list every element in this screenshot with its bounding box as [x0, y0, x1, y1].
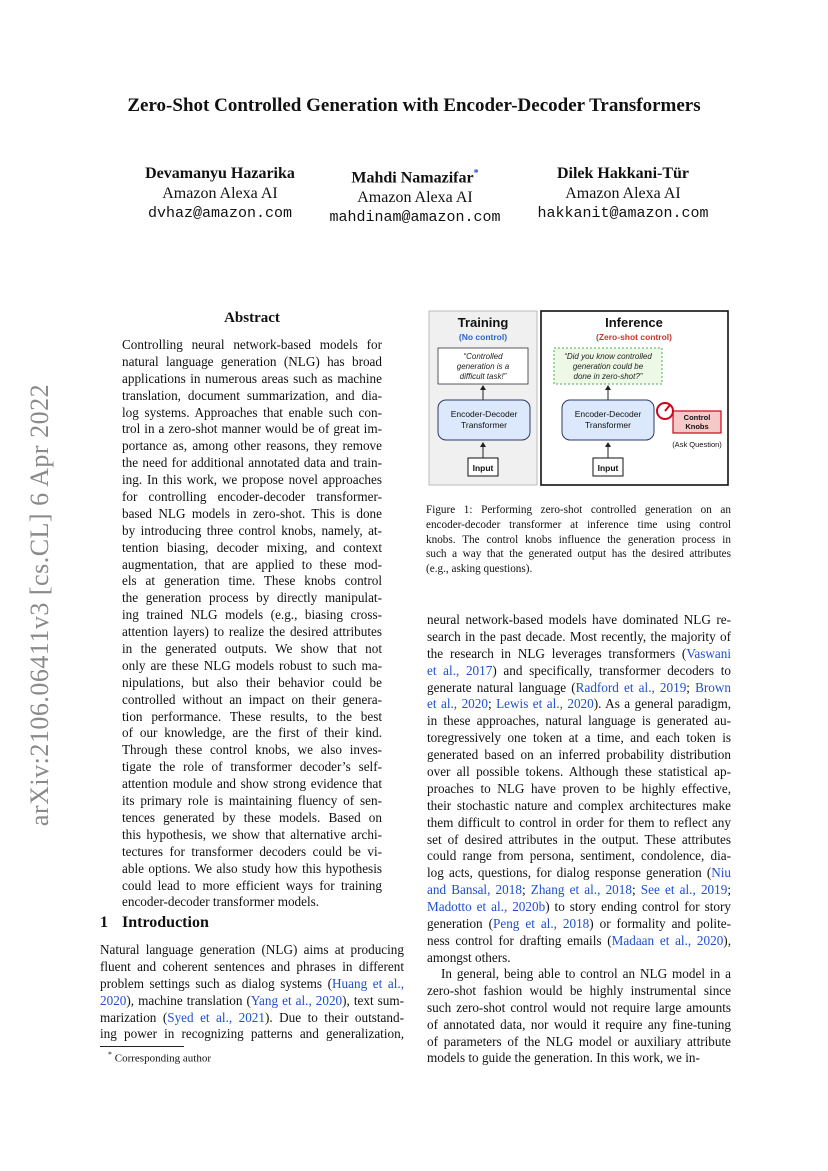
abstract-line: this hypothesis, we show that alternative archi-: [122, 826, 382, 842]
footnote-rule: [100, 1046, 184, 1047]
author-name: Dilek Hakkani-Tür: [556, 165, 690, 182]
abstract-line: for controlling encoder-decoder transformer-: [122, 489, 382, 505]
abstract-line: Through these control knobs, we also inves-: [122, 742, 382, 758]
citation-link[interactable]: et al., 2017: [427, 662, 493, 678]
text-segment: marization (: [100, 1009, 168, 1025]
abstract-heading: Abstract: [224, 310, 280, 326]
text-line: [100, 959, 404, 976]
footnote-text: Corresponding author: [114, 1052, 211, 1065]
text-segment: ;: [727, 882, 731, 898]
abstract-body: [122, 337, 382, 911]
text-segment: problem settings such as dialog systems (: [100, 975, 333, 991]
text-line: [427, 612, 731, 629]
text-segment: toregressively one token at a time, and each token is: [427, 730, 731, 746]
citation-link[interactable]: Madotto et al., 2020b: [427, 899, 546, 915]
abstract-line: in the generated outputs. We show that not: [122, 641, 382, 657]
text-segment: could range from persona, sentiment, condolence, dia-: [427, 848, 731, 864]
section-title: Introduction: [122, 914, 209, 931]
text-segment: proaches to NLG have proven to be highly effective,: [427, 780, 731, 796]
citation-link[interactable]: Syed et al., 2021: [167, 1009, 265, 1025]
abstract-line: ing trained NLG models (e.g., biasing cross-: [122, 607, 382, 623]
text-segment: ), machine translation (: [126, 992, 251, 1008]
abstract-line: applications in numerous areas such as machine: [122, 370, 382, 386]
citation-link[interactable]: Peng et al., 2018: [493, 916, 590, 932]
text-segment: ). As a general paradigm,: [593, 696, 732, 712]
text-segment: search in the past decade. Most recently, the majority of: [427, 628, 731, 644]
author-1: [110, 164, 330, 224]
author-affiliation: Amazon Alexa AI: [162, 185, 278, 202]
text-segment: ) to story ending control for story: [545, 899, 731, 915]
abstract-line: of our knowledge, are the first of their kind.: [122, 725, 382, 741]
citation-link[interactable]: Huang et al.,: [332, 975, 404, 991]
caption-line: knobs. The control knobs influence the generation process in: [426, 533, 731, 546]
arxiv-identifier-text: arXiv:2106.06411v3 [cs.CL] 6 Apr 2022: [25, 383, 54, 827]
model-label-line: Encoder-Decoder: [574, 409, 642, 419]
paragraph-line: such zero-shot control would not require large amounts: [427, 999, 731, 1015]
intro-left-column: [100, 942, 404, 1043]
text-line: [427, 764, 731, 781]
abstract-line: tectures for transformer decoders could be vi-: [122, 843, 382, 859]
text-line: [427, 882, 731, 899]
text-line: [427, 629, 731, 646]
author-email: dvhaz@amazon.com: [147, 205, 293, 222]
author-2: [310, 164, 520, 228]
text-line: [427, 713, 731, 730]
text-segment: ;: [487, 696, 497, 712]
figure-1-caption: [426, 503, 731, 577]
author-email: mahdinam@amazon.com: [329, 209, 501, 227]
abstract-line: els at generation time. These knobs control: [122, 573, 382, 589]
text-segment: fluent and coherent sentences and phrases in different: [100, 958, 404, 974]
text-segment: amongst others.: [427, 949, 511, 965]
paragraph-line: of parameters of the NLG model or auxiliary attribute: [427, 1033, 731, 1049]
citation-link[interactable]: See et al., 2019: [640, 882, 728, 898]
text-segment: neural network-based models have dominated NLG re-: [427, 612, 731, 627]
text-segment: the research in NLG leverages transformers (: [427, 645, 687, 661]
citation-link[interactable]: Madaan et al., 2020: [611, 932, 724, 948]
citation-link[interactable]: Niu: [711, 865, 731, 881]
abstract-line: the generation process by directly manipulat-: [122, 590, 382, 606]
text-segment: Natural language generation (NLG) aims at producing: [100, 942, 404, 957]
abstract-line: tences generated by these models. Based on: [122, 809, 382, 825]
model-label-line: Transformer: [461, 420, 507, 430]
inference-title: Inference: [605, 315, 663, 330]
text-segment: them difficult to control in order for them to reflect any: [427, 814, 731, 830]
citation-link[interactable]: Radford et al., 2019: [575, 679, 687, 695]
text-segment: ), text sum-: [342, 992, 405, 1008]
abstract-line: encoder-decoder transformer models.: [122, 894, 320, 910]
text-line: [427, 798, 731, 815]
citation-link[interactable]: Yang et al., 2020: [250, 992, 343, 1008]
abstract-line: natural language generation (NLG) has broad: [122, 353, 382, 369]
text-segment: generate natural language (: [427, 679, 576, 695]
abstract-line: attention layers) to realize the desired attributes: [122, 624, 382, 640]
right-column-para2: [427, 966, 731, 1067]
training-quote-line: difficult task!”: [459, 372, 507, 381]
inference-quote-line: generation could be: [572, 362, 644, 371]
footnote: [108, 1050, 211, 1065]
text-segment: ness control for drafting emails (: [427, 932, 612, 948]
author-footnote-mark[interactable]: *: [473, 168, 479, 179]
text-line: [427, 865, 731, 882]
text-line: [100, 993, 404, 1010]
paragraph-line: models to guide the generation. In this work, we in-: [427, 1050, 700, 1066]
text-line: [427, 747, 731, 764]
caption-line: Figure 1: Performing zero-shot controlled generation on an: [426, 504, 731, 516]
paragraph-line: zero-shot fashion would be highly instrumental since: [427, 982, 731, 998]
text-line: [427, 680, 731, 697]
footnote-mark: *: [108, 1050, 112, 1059]
abstract-line: nipulations, but also their behavior could be: [122, 674, 382, 690]
abstract-line: translation, document summarization, and dia-: [122, 387, 382, 403]
citation-link[interactable]: and Bansal, 2018: [427, 882, 522, 898]
author-email: hakkanit@amazon.com: [537, 205, 709, 222]
abstract-line: tention biasing, decoder mixing, and context: [122, 539, 382, 555]
paper-title: Zero-Shot Controlled Generation with Encoder-Decoder Transformers: [127, 95, 701, 116]
inference-subtitle: (Zero-shot control): [595, 332, 673, 342]
abstract-line: portance as, among other reasons, they remove: [122, 438, 382, 454]
text-line: [427, 781, 731, 798]
author-affiliation: Amazon Alexa AI: [565, 185, 681, 202]
citation-link[interactable]: 2020: [100, 992, 127, 1008]
arxiv-identifier: [18, 370, 62, 840]
training-quote-line: generation is a: [456, 362, 510, 371]
abstract-line: could lead to more efficient ways for training: [122, 877, 382, 893]
abstract-line: able options. We also study how this hypothesis: [122, 860, 382, 876]
abstract-line: trol in a zero-shot manner would be of great im-: [122, 421, 382, 437]
text-line: [427, 663, 731, 680]
section-number: 1: [100, 914, 108, 931]
text-segment: set of desired attributes in the output. These attributes: [427, 831, 731, 847]
text-line: [427, 899, 731, 916]
caption-line: such a way that the generated output has the desired attributes: [426, 548, 731, 561]
text-line: [427, 916, 731, 933]
model-label-line: Encoder-Decoder: [450, 409, 518, 419]
knobs-label-line: Control: [683, 413, 711, 422]
text-segment: log acts, questions, for dialog response generation (: [427, 865, 712, 881]
text-line: [427, 848, 731, 865]
citation-link[interactable]: et al., 2020: [427, 696, 488, 712]
citation-link[interactable]: Lewis et al., 2020: [496, 696, 594, 712]
abstract-line: by introducing three control knobs, namely, at-: [122, 522, 382, 538]
text-segment: in these approaches, natural language is generated au-: [427, 713, 731, 729]
caption-line: encoder-decoder transformer at inference time using control: [426, 518, 731, 531]
text-line: [427, 933, 731, 950]
abstract-line: the need for additional annotated data and train-: [122, 455, 382, 471]
model-label-line: Transformer: [585, 420, 631, 430]
citation-link[interactable]: Vaswani: [686, 645, 731, 661]
citation-link[interactable]: Brown: [695, 679, 732, 695]
training-subtitle: (No control): [458, 332, 508, 342]
abstract-line: augmentation, that are applied to these mod-: [122, 556, 382, 572]
abstract-line: tigate the role of transformer decoder’s self-: [122, 759, 382, 775]
text-segment: ;: [686, 679, 696, 695]
author-affiliation: Amazon Alexa AI: [357, 189, 473, 207]
text-line: [427, 730, 731, 747]
input-label: Input: [472, 463, 494, 473]
training-quote-line: “Controlled: [463, 352, 503, 361]
abstract-line: tion performance. These results, to the best: [122, 708, 382, 724]
text-line: [100, 1026, 404, 1043]
text-segment: ) or formality and polite-: [589, 916, 732, 932]
abstract-line: log systems. Approaches that enable such con-: [122, 404, 382, 420]
text-segment: ;: [521, 882, 531, 898]
text-line: [427, 646, 731, 663]
inference-quote-line: “Did you know controlled: [564, 352, 652, 361]
right-column-body: [427, 612, 731, 967]
citation-link[interactable]: Zhang et al., 2018: [530, 882, 632, 898]
text-line: [427, 832, 731, 849]
abstract-line: controlled without an impact on their genera-: [122, 691, 382, 707]
text-line: [100, 942, 404, 959]
caption-line: (e.g., asking questions).: [426, 563, 533, 576]
text-segment: over all possible tokens. Although these statistical ap-: [427, 764, 731, 780]
training-title: Training: [457, 315, 509, 330]
paragraph-line: In general, being able to control an NLG model in a: [441, 966, 731, 981]
text-segment: ) and specifically, transformer decoders to: [492, 662, 731, 678]
text-segment: ;: [631, 882, 641, 898]
abstract-line: only are these NLG models robust to such ma-: [122, 657, 382, 673]
text-line: [427, 815, 731, 832]
ask-question-label: (Ask Question): [672, 440, 722, 449]
author-3: [518, 164, 728, 224]
author-name: Mahdi Namazifar: [351, 169, 474, 187]
knobs-label-line: Knobs: [685, 422, 709, 431]
text-line: [100, 1010, 404, 1027]
paragraph-line: of annotated data, nor would it require any fine-tuning: [427, 1016, 731, 1032]
abstract-line: attention module and show strong evidence that: [122, 776, 382, 792]
text-line: [427, 696, 731, 713]
abstract-line: its primary role is maintaining fluency of sen-: [122, 793, 382, 809]
section-heading: [100, 914, 209, 932]
figure-1-diagram: [428, 308, 730, 488]
text-line: [100, 976, 404, 993]
text-segment: generated based on an inferred probability distribution: [427, 747, 731, 763]
text-segment: ),: [723, 932, 731, 948]
text-segment: ). Due to their outstand-: [265, 1009, 404, 1025]
text-segment: their stochastic nature and complex architectures make: [427, 797, 731, 813]
abstract-line: ing. In this work, we propose novel approaches: [122, 472, 382, 488]
text-line: [427, 950, 731, 967]
abstract-line: Controlling neural network-based models for: [122, 337, 382, 352]
input-label: Input: [597, 463, 619, 473]
abstract-line: based NLG models in zero-shot. This is done: [122, 505, 382, 521]
text-segment: generation (: [427, 916, 494, 932]
inference-quote-line: done in zero-shot?”: [573, 372, 643, 381]
text-segment: ing power in recognizing patterns and generalization,: [100, 1026, 404, 1042]
author-name: Devamanyu Hazarika: [145, 165, 295, 182]
